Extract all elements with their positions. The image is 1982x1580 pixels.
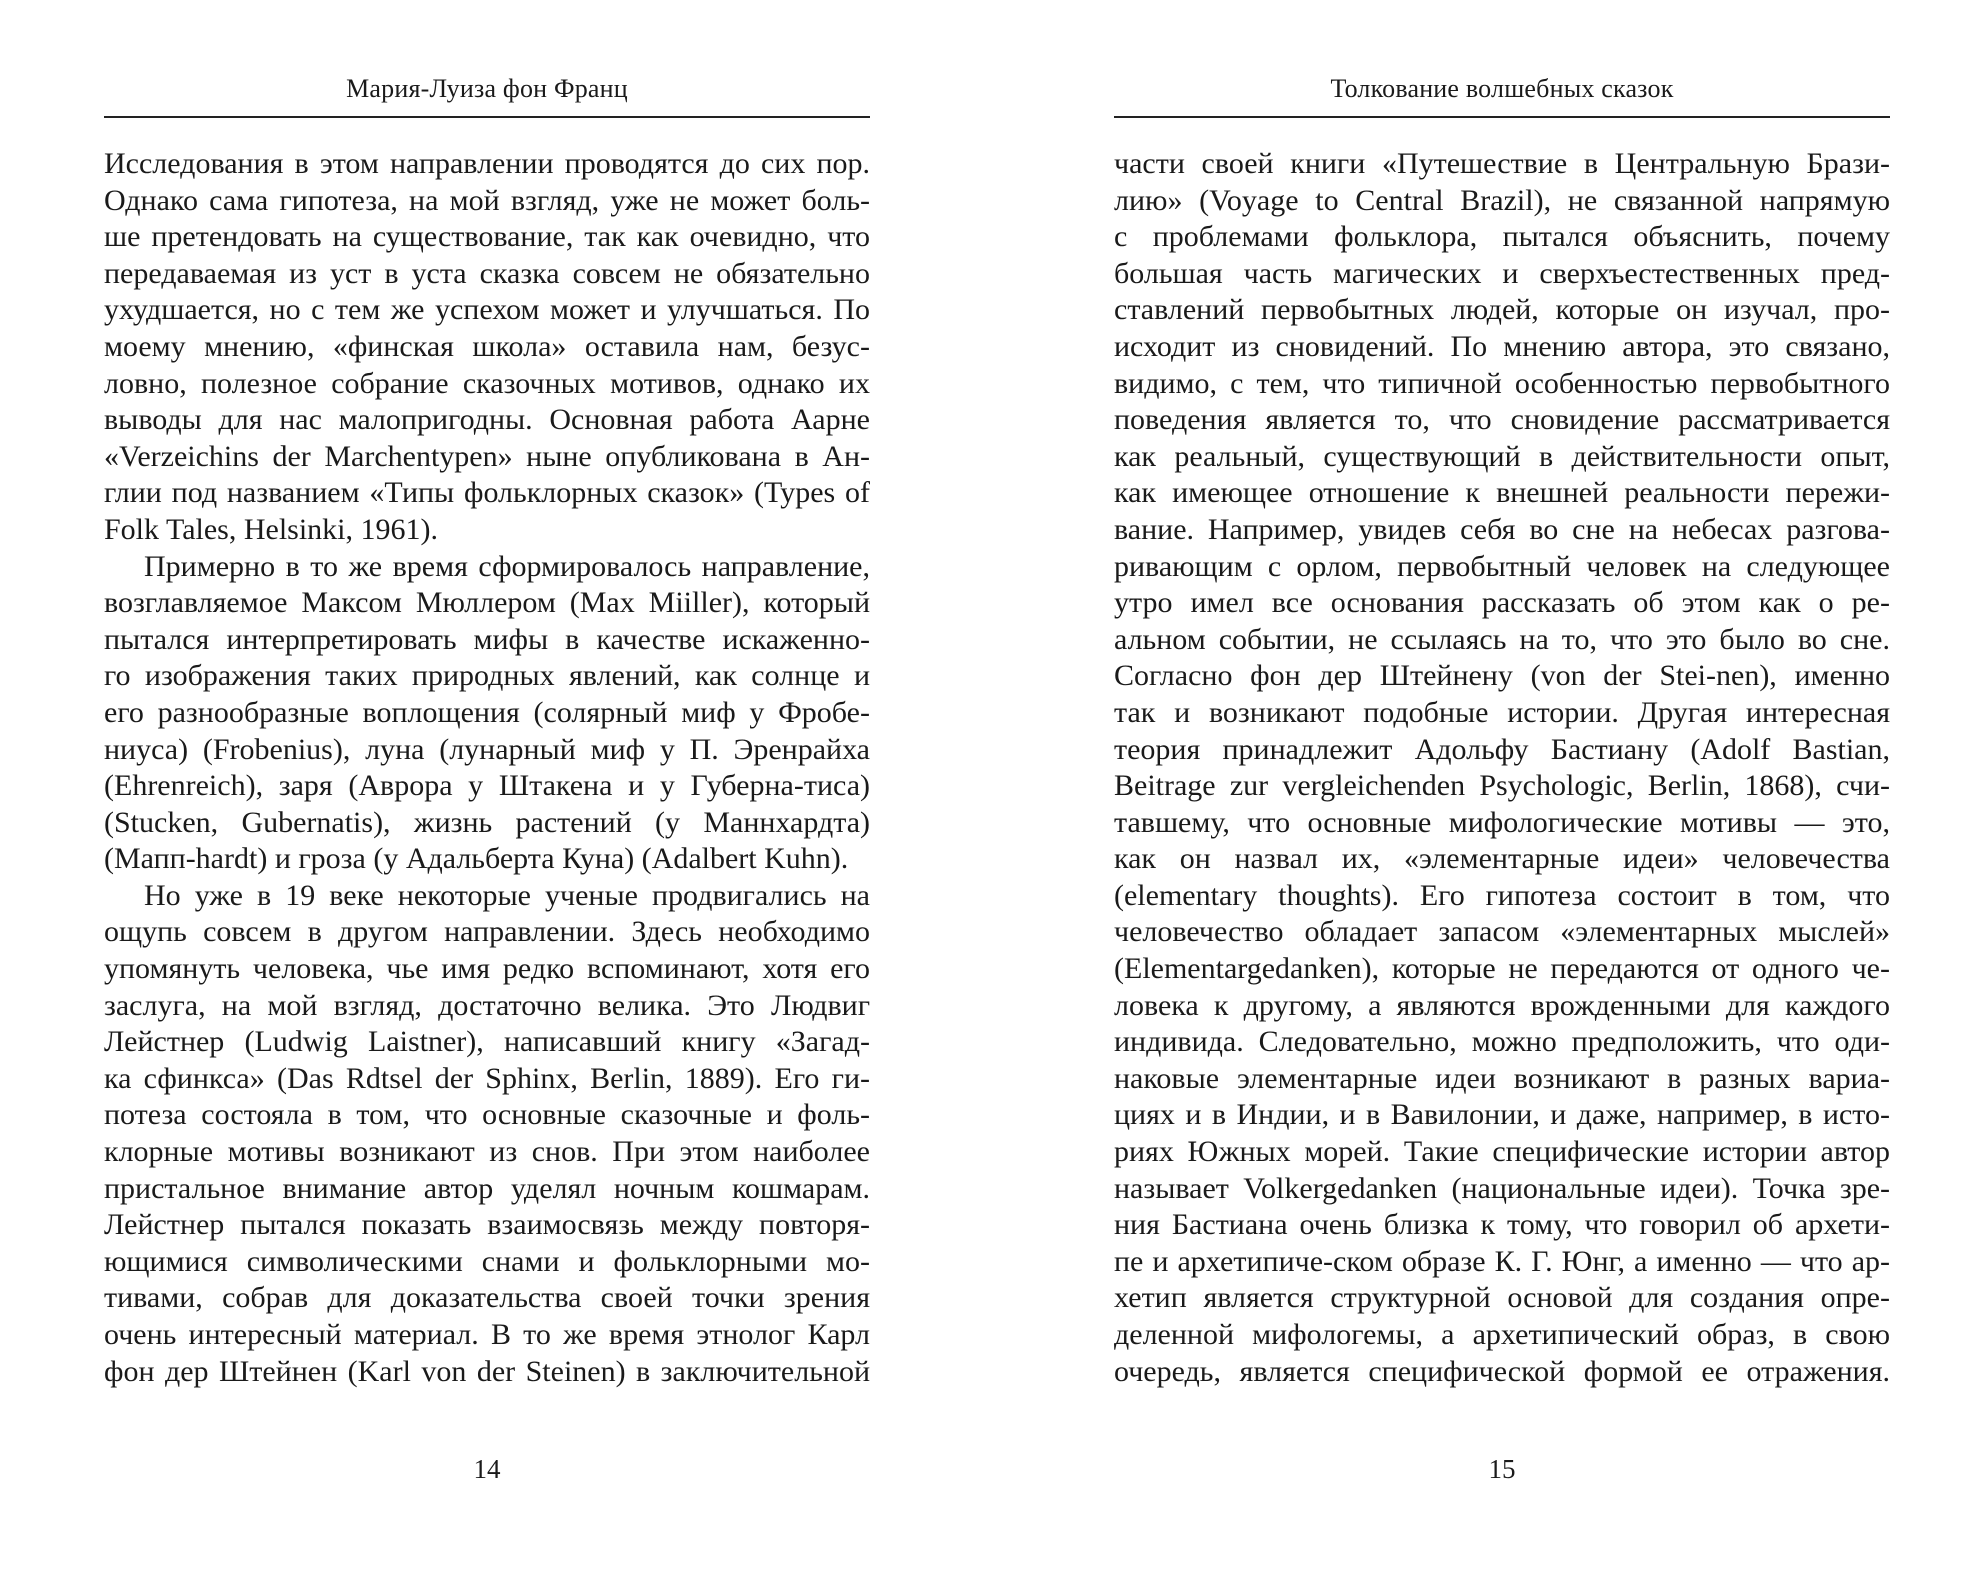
text-line: ловека к другому, а являются врожденными для каждого: [1114, 988, 1890, 1022]
text-line: утро имел все основания рассказать об этом как о ре-: [1114, 586, 1890, 620]
text-line: Beitrage zur vergleichenden Psychologic, Berlin, 1868), счи-: [1114, 769, 1890, 803]
text-line: деленной мифологемы, а архетипический образ, в свою: [1114, 1318, 1890, 1351]
text-line: Однако сама гипотеза, на мой взгляд, уже не может боль-: [104, 183, 870, 217]
text-line: как реальный, существующий в действительности опыт,: [1114, 439, 1890, 473]
text-line: ющимися символическими снами и фольклорными мо-: [104, 1244, 870, 1278]
text-line: ше претендовать на существование, так как очевидно, что: [104, 220, 870, 254]
header-rule: [1114, 116, 1890, 118]
text-line: человечество обладает запасом «элементарных мыслей»: [1114, 915, 1890, 949]
text-line: вание. Например, увидев себя во сне на небесах разгова-: [1114, 512, 1890, 546]
text-line: Исследования в этом направлении проводятся до сих пор.: [104, 147, 870, 180]
text-line: возглавляемое Максом Мюллером (Max Miiller), который: [104, 586, 870, 620]
text-line: ривающим с орлом, первобытный человек на следующее: [1114, 549, 1890, 583]
text-line: Folk Tales, Helsinki, 1961).: [104, 512, 438, 546]
text-line: ка сфинкса» (Das Rdtsel der Sphinx, Berlin, 1889). Его ги-: [104, 1061, 870, 1095]
text-line: пристальное внимание автор уделял ночным кошмарам.: [104, 1171, 870, 1205]
text-line: видимо, с тем, что типичной особенностью первобытного: [1114, 366, 1890, 400]
page-number: 15: [1488, 1454, 1516, 1484]
text-line: хетип является структурной основой для создания опре-: [1114, 1281, 1890, 1315]
text-line: так и возникают подобные истории. Другая интересная: [1114, 695, 1890, 729]
text-line: пе и архетипиче-ском образе К. Г. Юнг, а именно — что ар-: [1114, 1244, 1890, 1278]
text-line: ставлений первобытных людей, которые он изучал, про-: [1114, 293, 1890, 327]
text-line: го изображения таких природных явлений, как солнце и: [104, 659, 870, 693]
text-line: части своей книги «Путешествие в Центральную Брази-: [1114, 147, 1890, 180]
text-line: поведения является то, что сновидение рассматривается: [1114, 403, 1890, 437]
text-line: как имеющее отношение к внешней реальности пережи-: [1114, 476, 1890, 510]
text-line: Согласно фон дер Штейнену (von der Stei-nen), именно: [1114, 659, 1890, 693]
text-line: глии под названием «Типы фольклорных сказок» (Types of: [104, 476, 870, 510]
text-line: упомянуть человека, чье имя редко вспоминают, хотя его: [104, 952, 870, 986]
left-page: [104, 0, 870, 1580]
text-line: очень интересный материал. В то же время этнолог Карл: [104, 1318, 870, 1351]
text-line: передаваемая из уст в уста сказка совсем не обязательно: [104, 256, 870, 290]
text-line: ловно, полезное собрание сказочных мотивов, однако их: [104, 366, 870, 400]
page-number: 14: [473, 1454, 501, 1484]
text-line: Примерно в то же время сформировалось направление,: [144, 549, 870, 583]
text-line: ощупь совсем в другом направлении. Здесь необходимо: [104, 915, 870, 949]
text-line: (Mапп-hardt) и гроза (у Адальберта Куна) (Adalbert Kuhn).: [104, 842, 849, 876]
body-text: [104, 146, 870, 1390]
header-rule: [104, 116, 870, 118]
text-line: циях и в Индии, и в Вавилонии, и даже, например, в исто-: [1114, 1098, 1890, 1132]
text-line: фон дер Штейнен (Karl von der Steinen) в заключительной: [104, 1354, 870, 1388]
text-line: альном событии, не ссылаясь на то, что это было во сне.: [1114, 622, 1890, 656]
text-line: (Elementargedanken), которые не передаются от одного че-: [1114, 952, 1890, 986]
text-line: ниуса) (Frobenius), луна (лунарный миф у П. Эренрайха: [104, 732, 870, 766]
text-line: клорные мотивы возникают из снов. При этом наиболее: [104, 1135, 870, 1169]
text-line: (elementary thoughts). Его гипотеза состоит в том, что: [1114, 878, 1890, 912]
text-line: индивида. Следовательно, можно предположить, что оди-: [1114, 1025, 1890, 1059]
text-line: «Verzeichins der Marchentypen» ныне опубликована в Ан-: [104, 439, 870, 473]
text-line: моему мнению, «финская школа» оставила нам, безус-: [104, 329, 870, 363]
text-line: ния Бастиана очень близка к тому, что говорил об архети-: [1114, 1208, 1890, 1242]
text-line: называет Volkergedanken (национальные идеи). Точка зре-: [1114, 1171, 1890, 1205]
text-line: очередь, является специфической формой ее отражения.: [1114, 1354, 1890, 1388]
text-line: исходит из сновидений. По мнению автора, это связано,: [1114, 329, 1890, 363]
text-line: тивами, собрав для доказательства своей точки зрения: [104, 1281, 870, 1315]
text-line: Лейстнер пытался показать взаимосвязь между повторя-: [104, 1208, 870, 1242]
text-line: его разнообразные воплощения (солярный миф у Фробе-: [104, 695, 870, 729]
text-line: с проблемами фольклора, пытался объяснить, почему: [1114, 220, 1890, 254]
text-line: заслуга, на мой взгляд, достаточно велика. Это Людвиг: [104, 988, 870, 1022]
text-line: Но уже в 19 веке некоторые ученые продвигались на: [144, 878, 870, 912]
running-head-title: Толкование волшебных сказок: [1330, 74, 1674, 103]
right-page: [1114, 0, 1890, 1580]
text-line: Лейстнер (Ludwig Laistner), написавший книгу «Загад-: [104, 1025, 870, 1059]
text-line: ухудшается, но с тем же успехом может и улучшаться. По: [104, 293, 870, 327]
text-line: пытался интерпретировать мифы в качестве искаженно-: [104, 622, 870, 656]
text-line: (Stucken, Gubernatis), жизнь растений (у Маннхардта): [104, 805, 870, 839]
text-line: теория принадлежит Адольфу Бастиану (Adolf Bastian,: [1114, 732, 1890, 766]
text-line: большая часть магических и сверхъестественных пред-: [1114, 256, 1890, 290]
running-head-author: Мария-Луиза фон Франц: [346, 74, 628, 103]
text-line: потеза состояла в том, что основные сказочные и фоль-: [104, 1098, 870, 1132]
text-line: тавшему, что основные мифологические мотивы — это,: [1114, 805, 1890, 839]
text-line: наковые элементарные идеи возникают в разных вариа-: [1114, 1061, 1890, 1095]
text-line: (Ehrenreich), заря (Аврора у Штакена и у Губерна-тиса): [104, 769, 870, 803]
text-line: риях Южных морей. Такие специфические истории автор: [1114, 1135, 1890, 1169]
text-line: выводы для нас малопригодны. Основная работа Аарне: [104, 403, 870, 437]
body-text: [1114, 146, 1890, 1390]
text-line: лию» (Voyage to Central Brazil), не связанной напрямую: [1114, 183, 1890, 217]
text-line: как он назвал их, «элементарные идеи» человечества: [1114, 842, 1890, 876]
